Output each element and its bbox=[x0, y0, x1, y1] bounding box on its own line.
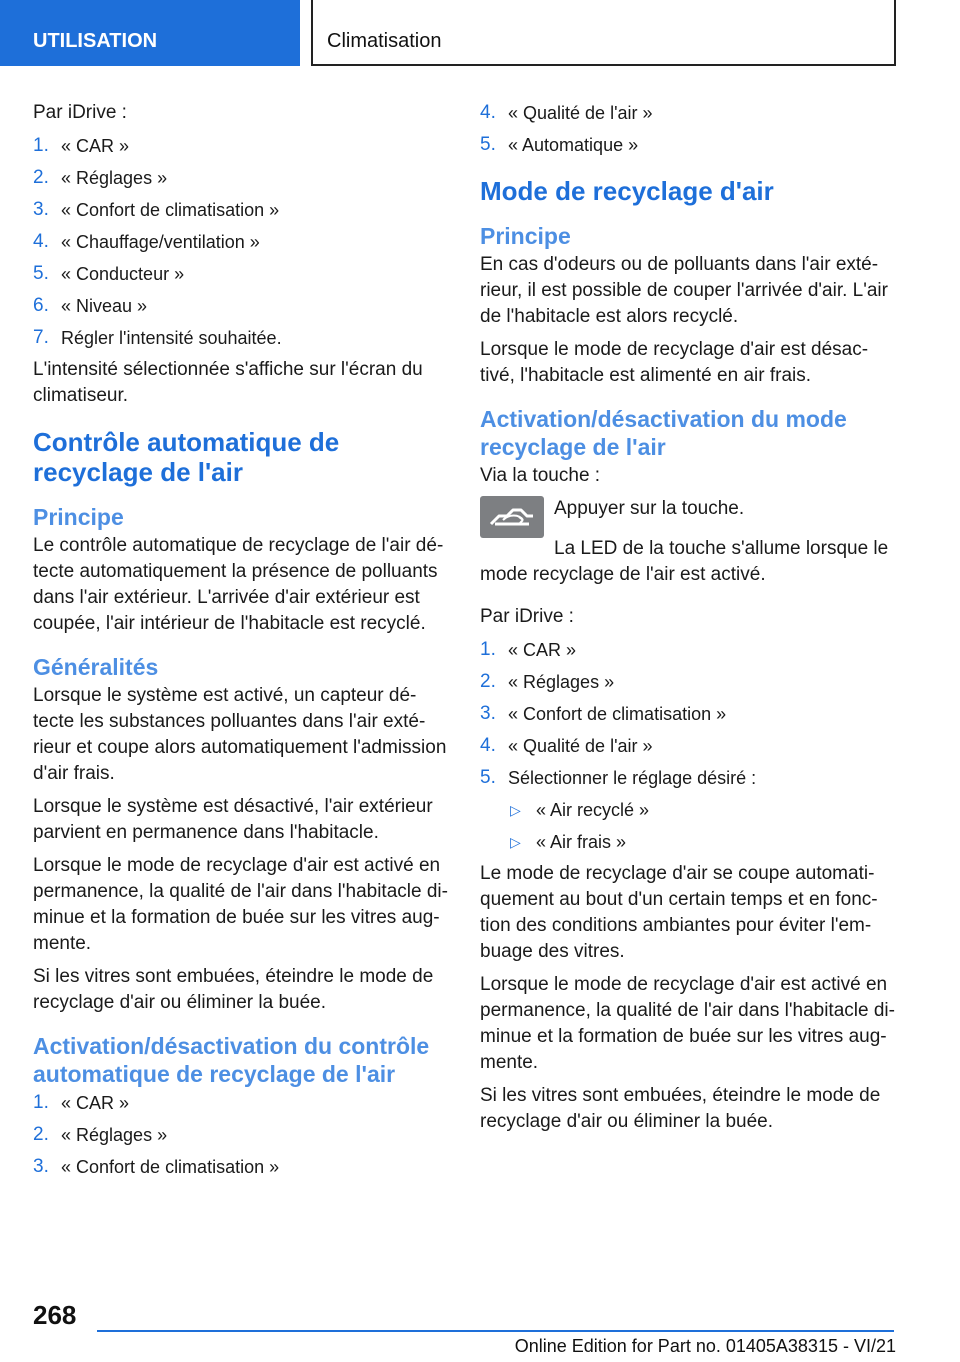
list-item: ▷ « Air frais » bbox=[510, 832, 627, 852]
footer-divider bbox=[97, 1330, 894, 1332]
body-text: L'intensité sélectionnée s'affiche sur l'écran du climatiseur. bbox=[33, 359, 423, 406]
intro-text: Par iDrive : bbox=[33, 102, 127, 123]
subheading: Activation/désactivation du mode recyclage de l'air bbox=[480, 406, 847, 460]
list-item: 5. « Conducteur » bbox=[33, 263, 185, 284]
subheading: Activation/désactivation du contrôle automatique de recyclage de l'air bbox=[33, 1033, 430, 1087]
list-item: ▷ « Air recyclé » bbox=[510, 800, 650, 820]
list-item: 3. « Confort de climatisation » bbox=[33, 1156, 280, 1177]
list-item: 2. « Réglages » bbox=[33, 167, 168, 188]
list-item: 1. « CAR » bbox=[33, 135, 130, 156]
list-item: 5. Sélectionner le réglage désiré : bbox=[480, 767, 757, 788]
body-text: Lorsque le système est désactivé, l'air extérieur parvient en permanence dans l'habitacle. bbox=[33, 796, 433, 843]
topic-title: Climatisation bbox=[311, 0, 896, 66]
list-item: 1. « CAR » bbox=[480, 639, 577, 660]
activation-steps-list bbox=[33, 1090, 449, 1180]
edition-text: Online Edition for Part no. 01405A38315 - VI/21 bbox=[514, 1336, 896, 1356]
activation-steps-continued bbox=[480, 100, 896, 158]
list-item: 4. « Qualité de l'air » bbox=[480, 102, 653, 123]
body-text: Lorsque le mode de recyclage d'air est activé en permanence, la qualité de l'air dans l'habitacle diminue et la formation de buée sur les vitres augmente. bbox=[480, 974, 895, 1073]
list-item: 2. « Réglages » bbox=[480, 671, 615, 692]
page-number: 268 bbox=[33, 1300, 77, 1330]
section-heading: Mode de recyclage d'air bbox=[480, 176, 774, 206]
idrive-steps-list bbox=[33, 133, 449, 351]
body-text: Si les vitres sont embuées, éteindre le mode de recyclage d'air ou éliminer la buée. bbox=[33, 966, 434, 1013]
air-recirculation-icon bbox=[480, 496, 544, 538]
list-item: 2. « Réglages » bbox=[33, 1124, 168, 1145]
subheading: Principe bbox=[33, 504, 124, 530]
list-item: 5. « Automatique » bbox=[480, 134, 639, 155]
left-column bbox=[33, 100, 449, 1186]
page-header bbox=[0, 0, 960, 66]
body-text: Lorsque le mode de recyclage d'air est désactivé, l'habitacle est alimenté en air frais. bbox=[480, 339, 869, 386]
body-text: Le mode de recyclage d'air se coupe automatiquement au bout d'un certain temps et en fonction des conditions ambiantes pour éviter l'embuage des vitres. bbox=[480, 863, 878, 962]
options-list bbox=[480, 797, 896, 855]
body-text: Par iDrive : bbox=[480, 606, 574, 627]
list-item: 7. Régler l'intensité souhaitée. bbox=[33, 327, 282, 348]
button-instruction bbox=[480, 496, 896, 538]
right-column bbox=[480, 100, 896, 1142]
body-text: Lorsque le mode de recyclage d'air est activé en permanence, la qualité de l'air dans l'habitacle diminue et la formation de buée sur les vitres augmente. bbox=[33, 855, 448, 954]
list-item: 3. « Confort de climatisation » bbox=[480, 703, 727, 724]
body-text: La LED de la touche s'allume lorsque le mode recyclage de l'air est activé. bbox=[480, 538, 889, 585]
section-tab: UTILISATION bbox=[0, 0, 300, 66]
body-text: En cas d'odeurs ou de polluants dans l'air extérieur, il est possible de couper l'arrivée d'air. L'air de l'habitacle est alors recyclé. bbox=[480, 254, 888, 327]
button-text bbox=[554, 496, 744, 526]
list-item: 4. « Chauffage/ventilation » bbox=[33, 231, 260, 252]
body-text: Via la touche : bbox=[480, 465, 601, 486]
body-text: Lorsque le système est activé, un capteur détecte les substances polluantes dans l'air extérieur et coupe alors automatiquement l'admission d'air frais. bbox=[33, 685, 447, 784]
list-item: 6. « Niveau » bbox=[33, 295, 148, 316]
body-text: Si les vitres sont embuées, éteindre le mode de recyclage d'air ou éliminer la buée. bbox=[480, 1085, 881, 1132]
subheading: Généralités bbox=[33, 654, 159, 680]
list-item: 4. « Qualité de l'air » bbox=[480, 735, 653, 756]
subheading: Principe bbox=[480, 223, 571, 249]
idrive-steps-list bbox=[480, 637, 896, 791]
section-heading: Contrôle automatique de recyclage de l'air bbox=[33, 427, 340, 487]
body-text: Le contrôle automatique de recyclage de l'air détecte automatiquement la présence de polluants dans l'air extérieur. L'arrivée d'air extérieur est coupée, l'air intérieur de l'habitacle est recyclé. bbox=[33, 535, 444, 634]
list-item: 3. « Confort de climatisation » bbox=[33, 199, 280, 220]
body-text: Appuyer sur la touche. bbox=[554, 498, 745, 519]
list-item: 1. « CAR » bbox=[33, 1092, 130, 1113]
